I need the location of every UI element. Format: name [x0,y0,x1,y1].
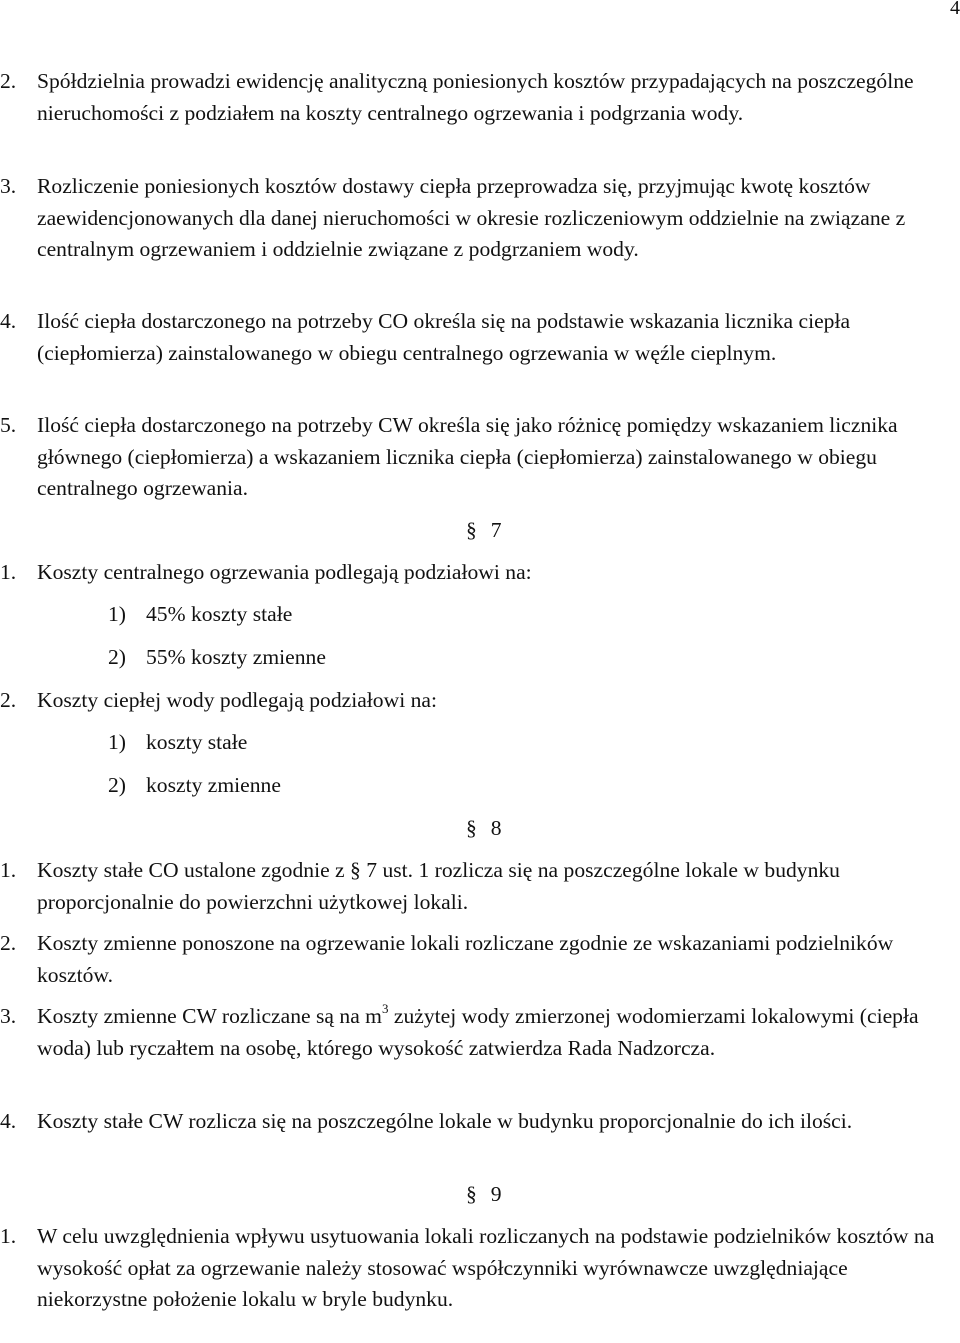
sub-item-text: 45% koszty stałe [146,602,293,626]
item-text: Koszty stałe CW rozlicza się na poszczególne lokale w budynku proporcjonalnie do ich ilości. [37,1109,853,1133]
section-number: 8 [490,816,502,840]
item-text: Ilość ciepła dostarczonego na potrzeby CO określa się na podstawie wskazania licznika ciepła (ciepłomierza) zainstalowanego w obiegu centralnego ogrzewania w węźle cieplnym. [37,309,851,365]
item-text: Rozliczenie poniesionych kosztów dostawy ciepła przeprowadza się, przyjmując kwotę kosztów zaewidencjonowanych dla danej nieruchomości w okresie rozliczeniowym oddzielnie na związane z centralnym ogrzewaniem i oddzielnie związane z podgrzaniem wody. [37,174,906,261]
sub-item-text: koszty stałe [146,730,248,754]
item-text: Spółdzielnia prowadzi ewidencję analityczną poniesionych kosztów przypadających na poszczególne nieruchomości z podziałem na koszty centralnego ogrzewania i podgrzania wody. [37,69,914,125]
list-item [0,1221,960,1316]
list-item [0,66,960,129]
section-symbol: § [466,1182,477,1206]
sub-item [108,770,281,801]
item-number: 1. [0,858,17,882]
page-number: 4 [950,0,960,19]
section-symbol: § [466,816,477,840]
list-item [0,557,960,589]
sub-item-number: 1) [108,730,126,754]
sub-item [108,727,247,758]
section-symbol: § [466,518,477,542]
item-number: 4. [0,1109,17,1133]
list-item [0,855,960,918]
item-text-start: Koszty zmienne CW rozliczane są na m [37,1004,382,1028]
item-number: 4. [0,309,17,333]
item-number: 1. [0,560,17,584]
item-number: 3. [0,174,17,198]
item-text: Koszty zmienne ponoszone na ogrzewanie lokali rozliczane zgodnie ze wskazaniami podzielników kosztów. [37,931,894,987]
sub-item-number: 1) [108,602,126,626]
sub-item-number: 2) [108,773,126,797]
list-item [0,685,960,717]
item-number: 3. [0,1004,17,1028]
sub-item-text: koszty zmienne [146,773,281,797]
item-number: 2. [0,931,17,955]
list-item [0,410,960,505]
item-text: W celu uwzględnienia wpływu usytuowania lokali rozliczanych na podstawie podzielników kosztów na wysokość opłat za ogrzewanie należy stosować współczynniki wyrównawcze uwzględniające niekorzystne położenie lokalu w bryle budynku. [37,1224,935,1311]
section-heading-7 [466,515,502,546]
list-item [0,928,960,991]
superscript: 3 [381,1001,389,1016]
section-number: 9 [490,1182,502,1206]
item-number: 5. [0,413,17,437]
item-number: 1. [0,1224,17,1248]
sub-item [108,599,292,630]
list-item [0,306,960,369]
item-text [37,855,960,918]
item-text [37,1001,960,1064]
item-number: 2. [0,69,17,93]
item-text-end: ust. 1 rozlicza się na poszczególne lokale w budynku proporcjonalnie do powierzchni użytkowej lokali. [37,858,840,914]
section-number: 7 [490,518,502,542]
item-number: 2. [0,688,17,712]
item-text-end: zużytej wody zmierzonej wodomierzami lokalowymi (ciepła woda) lub ryczałtem na osobę, którego wysokość zatwierdza Rada Nadzorcza. [37,1004,919,1060]
section-reference: § 7 [350,858,378,882]
section-heading-8 [466,813,502,844]
list-item [0,171,960,266]
list-item [0,1106,960,1138]
sub-item-text: 55% koszty zmienne [146,645,326,669]
sub-item [108,642,326,673]
list-item [0,1001,960,1064]
item-text: Koszty centralnego ogrzewania podlegają podziałowi na: [37,560,532,584]
sub-item-number: 2) [108,645,126,669]
section-heading-9 [466,1179,502,1210]
item-text: Koszty ciepłej wody podlegają podziałowi na: [37,688,437,712]
item-text-start: Koszty stałe CO ustalone zgodnie z [37,858,345,882]
item-text: Ilość ciepła dostarczonego na potrzeby CW określa się jako różnicę pomiędzy wskazaniem licznika głównego (ciepłomierza) a wskazaniem licznika ciepła (ciepłomierza) zainstalowanego w obiegu centralnego ogrzewania. [37,413,898,500]
